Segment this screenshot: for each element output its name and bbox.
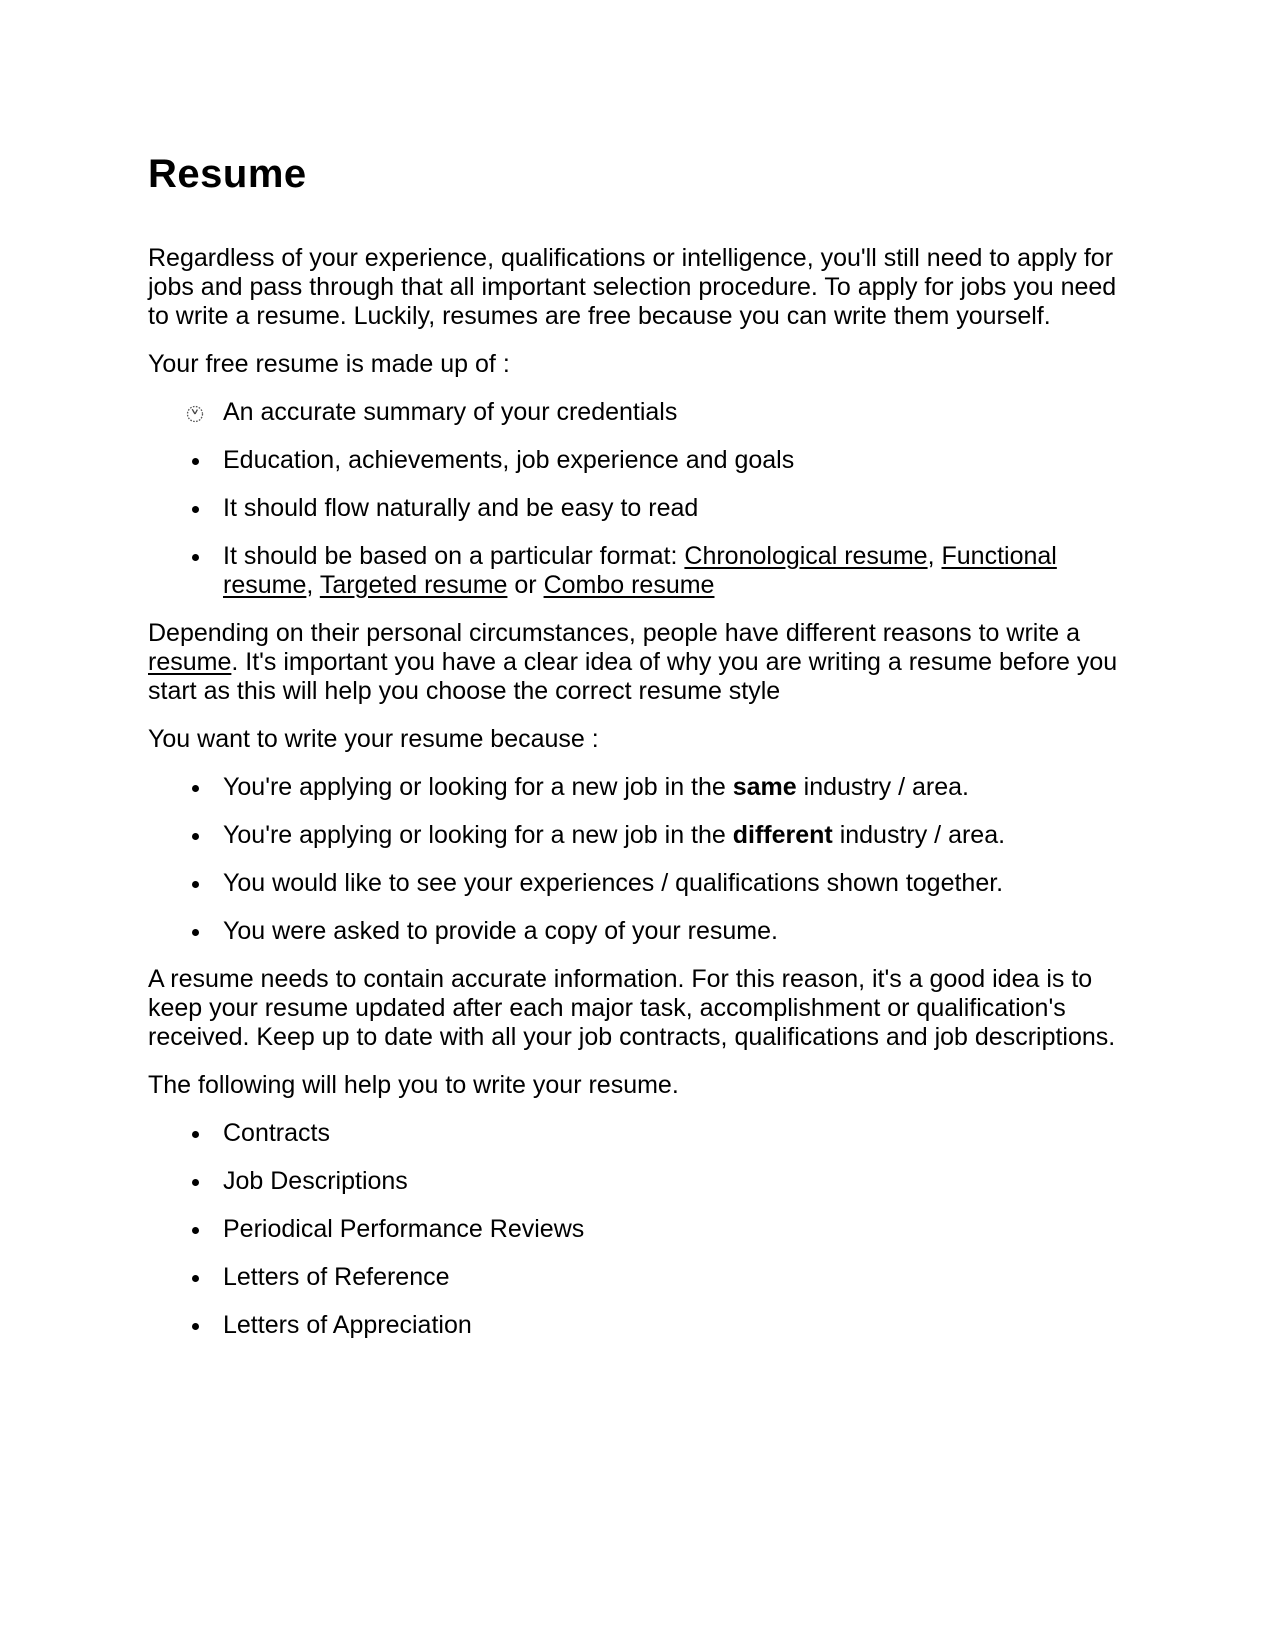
list-item [148,1311,1127,1340]
list-item [148,917,1127,946]
dot-bullet-icon [192,1227,199,1234]
list-item-text-segment: or [507,571,544,599]
list-item [148,494,1127,523]
paragraph-reasons [148,619,1127,706]
paragraph-intro: Regardless of your experience, qualifications or intelligence, you'll still need to apply for jobs and pass through that all important selection procedure. To apply for jobs you need to write a resume. Luckily, resumes are free because you can write them yourself. [148,244,1117,330]
dot-bullet-icon [192,785,199,792]
list-item-text: It should flow naturally and be easy to read [223,494,699,522]
list-item-text [223,821,1005,849]
list-helpers [148,1119,1127,1340]
paragraph-because-label: You want to write your resume because : [148,725,599,753]
list-item [148,773,1127,802]
list-item-text-segment: You're applying or looking for a new job in the [223,773,733,801]
emphasis-different: different [732,821,833,849]
list-item-text [223,773,969,801]
dot-bullet-icon [192,506,199,513]
list-resume-components [148,398,1127,600]
list-reasons [148,773,1127,946]
link-chronological-resume[interactable]: Chronological resume [684,542,928,570]
list-item [148,869,1127,898]
list-item [148,1263,1127,1292]
list-item [148,821,1127,850]
list-item-text: You would like to see your experiences / qualifications shown together. [223,869,1004,897]
list-item [148,1167,1127,1196]
list-item-text: You were asked to provide a copy of your resume. [223,917,778,945]
link-resume[interactable]: resume [148,648,232,676]
paragraph-made-up-of-label: Your free resume is made up of : [148,350,510,378]
dot-bullet-icon [192,1275,199,1282]
emphasis-same: same [732,773,797,801]
paragraph-segment: Depending on their personal circumstances, people have different reasons to write a [148,619,1081,647]
dot-bullet-icon [192,833,199,840]
list-item-text-segment: industry / area. [832,821,1006,849]
clock-icon [185,402,205,422]
dot-bullet-icon [192,929,199,936]
list-item [148,446,1127,475]
list-item-text: An accurate summary of your credentials [223,398,678,426]
link-combo-resume[interactable]: Combo resume [543,571,715,599]
list-item [148,1119,1127,1148]
list-item-text-segment: , [306,571,320,599]
list-item [148,542,1127,600]
dot-bullet-icon [192,458,199,465]
list-item-text: Contracts [223,1119,330,1147]
page-title: Resume [148,152,307,196]
list-item-text: Job Descriptions [223,1167,408,1195]
paragraph-helpers-label: The following will help you to write your resume. [148,1071,679,1099]
link-targeted-resume[interactable]: Targeted resume [319,571,508,599]
dot-bullet-icon [192,881,199,888]
list-item-text: Education, achievements, job experience and goals [223,446,795,474]
list-item-text-segment: It should be based on a particular format: [223,542,685,570]
list-item-text-segment: industry / area. [796,773,970,801]
list-item-text [223,542,1057,599]
dot-bullet-icon [192,1323,199,1330]
dot-bullet-icon [192,1131,199,1138]
list-item [148,398,1127,427]
paragraph-segment: . It's important you have a clear idea of why you are writing a resume before you start as this will help you choose the correct resume style [148,648,1118,705]
list-item-text-segment: You're applying or looking for a new job in the [223,821,733,849]
dot-bullet-icon [192,1179,199,1186]
dot-bullet-icon [192,554,199,561]
list-item-text: Letters of Reference [223,1263,450,1291]
list-item [148,1215,1127,1244]
link-functional-resume[interactable]: Functional resume [223,542,1057,599]
list-item-text: Periodical Performance Reviews [223,1215,585,1243]
list-item-text: Letters of Appreciation [223,1311,472,1339]
list-item-text-segment: , [927,542,942,570]
paragraph-accuracy: A resume needs to contain accurate information. For this reason, it's a good idea is to keep your resume updated after each major task, accomplishment or qualification's received. Keep up to date with all your job contracts, qualifications and job descriptions. [148,965,1116,1051]
